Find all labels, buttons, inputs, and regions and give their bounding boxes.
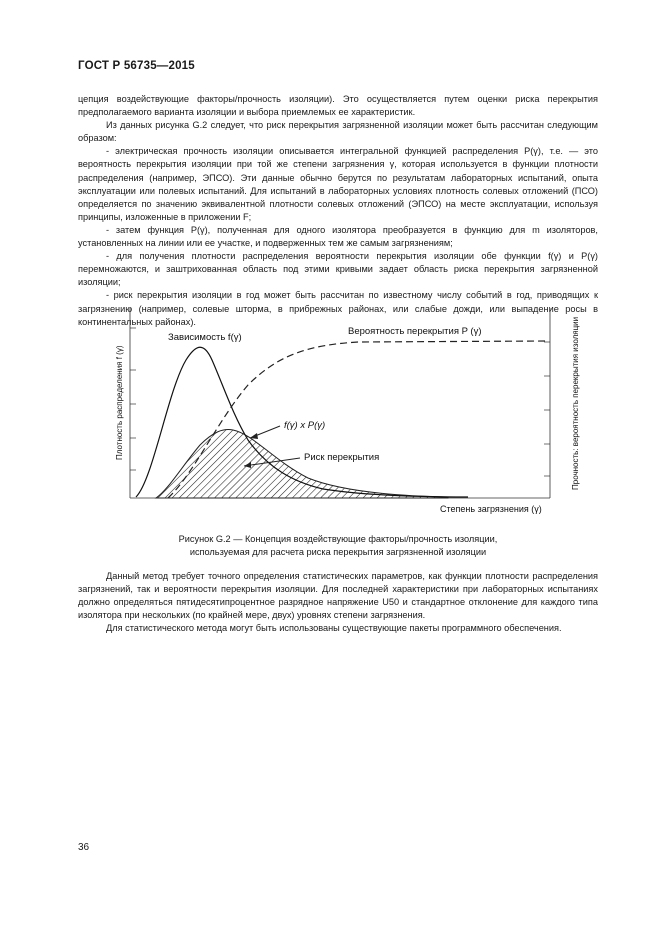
caption-line-2: используемая для расчета риска перекрытия загрязненной изоляции — [189, 547, 487, 557]
paragraph: - электрическая прочность изоляции описывается интегральной функцией распределения P(γ), т.е. — это вероятность перекрытия изоляции при той же степени загрязнения γ, которая используется в функции плотности распределения (например, ЭПСО). Эти данные обычно берутся по результатам лабораторных испытаний, опыта эксплуатации или полевых испытаний. Для испытаний в лабораторных условиях плотность солевых отложений (ПСО) определяется по значению эквивалентной плотности солевых отложений (ЭПСО) на месте эксплуатации, используя принципы, изложенные в приложении F; — [78, 146, 598, 222]
document-header: ГОСТ Р 56735—2015 — [78, 60, 195, 72]
paragraph: - для получения плотности распределения вероятности перекрытия изоляции обе функции f(γ) и P(γ) перемножаются, и заштрихованная область под этими кривыми задает область риска перекрытия загрязненной изоляции; — [78, 251, 598, 288]
paragraph: Из данных рисунка G.2 следует, что риск перекрытия загрязненной изоляции может быть рассчитан следующим образом: — [78, 120, 598, 144]
left-axis-ticks — [130, 328, 136, 470]
figure-caption — [78, 533, 598, 559]
figure-g2 — [108, 300, 598, 525]
label-risk: Риск перекрытия — [304, 452, 380, 463]
paragraph: Для статистического метода могут быть использованы существующие пакеты программного обеспечения. — [106, 623, 562, 634]
body-text-bottom — [78, 570, 598, 635]
y-axis-right-label: Прочность: вероятность перекрытия изоляции — [571, 316, 580, 490]
label-probability: Вероятность перекрытия P (γ) — [348, 326, 482, 337]
right-axis-ticks — [544, 342, 550, 476]
paragraph: - риск перекрытия изоляции в год может быть рассчитан по известному числу событий в год, приводящих к загрязнению (например, солевые шторма, в прибрежных районах, или слабые дожди, или выпадение росы в континентальных районах). — [78, 290, 598, 327]
page-number: 36 — [78, 842, 90, 853]
y-axis-left-label: Плотность распределения f (γ) — [115, 345, 124, 460]
risk-hatched-area — [156, 430, 448, 498]
product-arrowhead — [250, 433, 258, 439]
label-product: f(γ) x P(γ) — [284, 420, 326, 431]
paragraph: Данный метод требует точного определения статистических параметров, как функции плотности распределения загрязнений, так и вероятности перекрытия изоляции. Для последней характеристики при лабораторных испытаниях должно определяться пятидесятипроцентное разрядное напряжение U50 и стандартное отклонение для каждого типа изолятора при нескольких (по крайней мере, двух) уровнях степени загрязнения. — [78, 571, 598, 621]
caption-line-1: Рисунок G.2 — Концепция воздействующие факторы/прочность изоляции, — [178, 534, 498, 544]
body-text-top — [78, 93, 598, 329]
paragraph: цепция воздействующие факторы/прочность изоляции). Это осуществляется путем оценки риска перекрытия предполагаемого варианта изоляции и выбора приемлемых ее характеристик. — [78, 94, 598, 118]
figure-svg — [108, 300, 598, 525]
paragraph: - затем функция P(γ), полученная для одного изолятора преобразуется в функцию для m изоляторов, установленных на линии или ее участке, и подверженных тем же самым загрязнениям; — [78, 224, 598, 249]
label-dependency: Зависимость f(γ) — [168, 332, 242, 343]
x-axis-label: Степень загрязнения (γ) — [440, 504, 542, 514]
